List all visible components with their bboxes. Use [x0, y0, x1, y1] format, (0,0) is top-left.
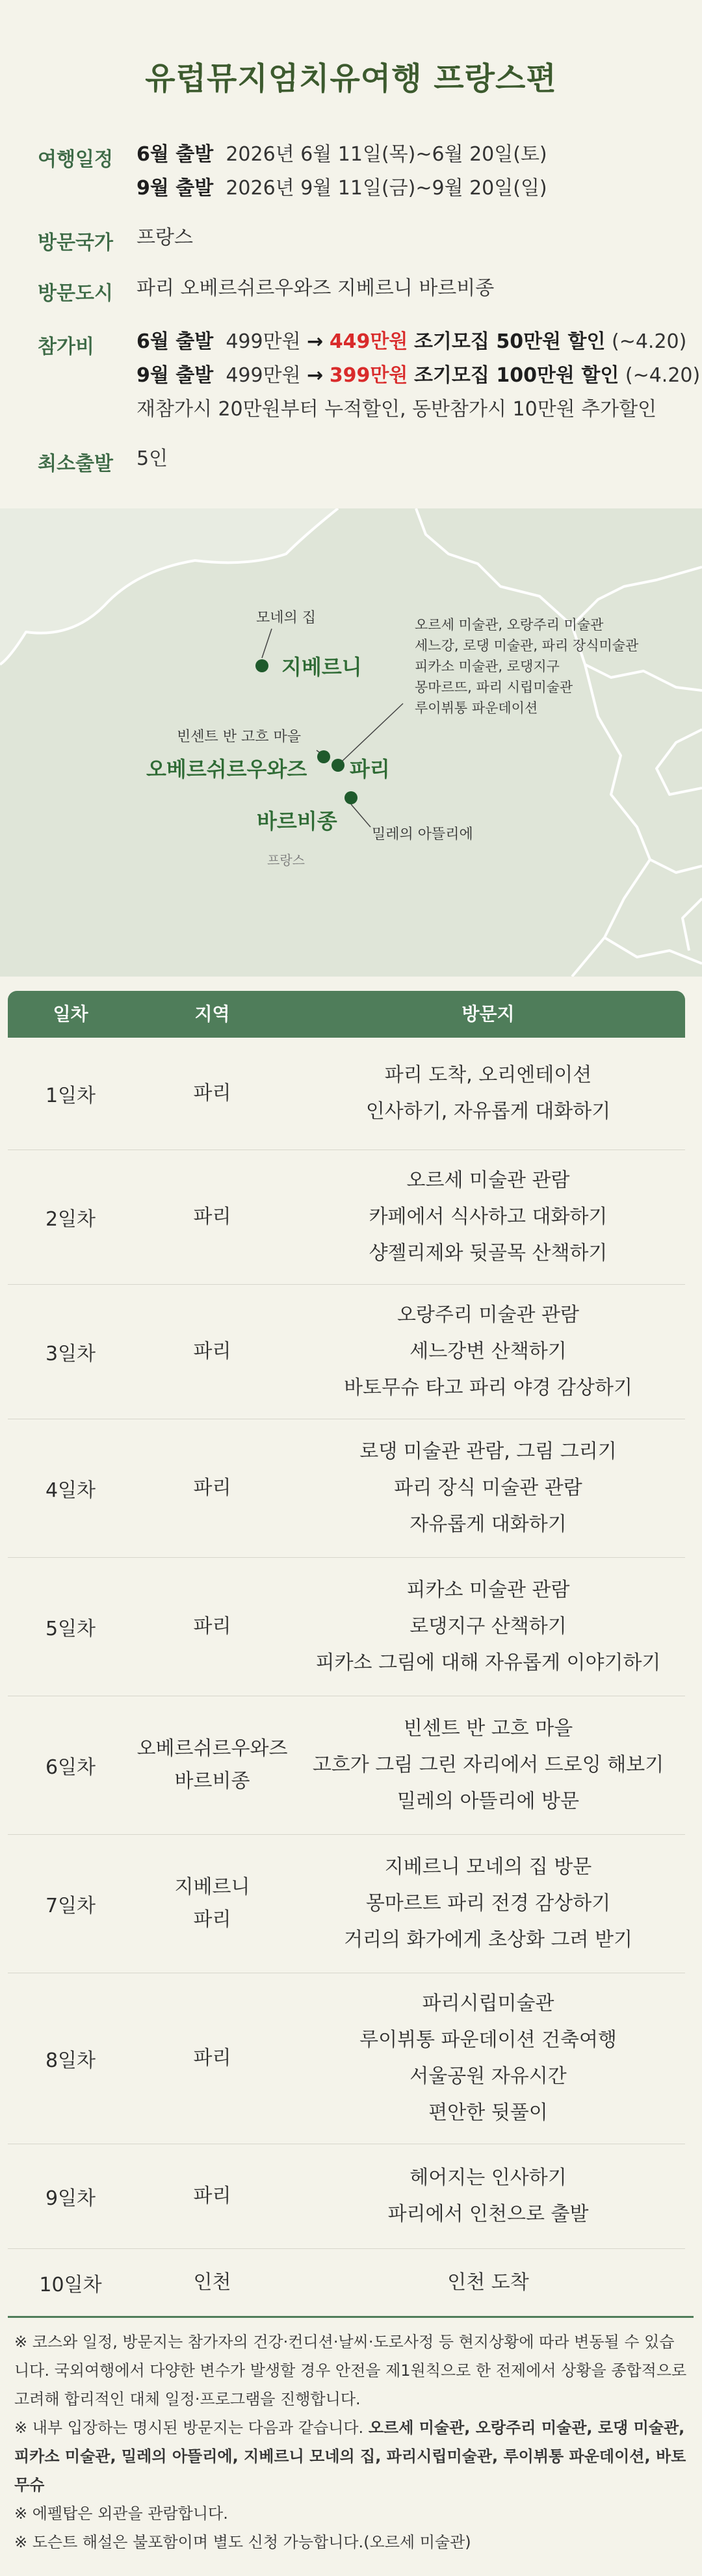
map-svg	[0, 508, 702, 977]
fee-june-arrow: →	[307, 330, 324, 353]
table-row	[8, 1285, 685, 1419]
region-cell	[133, 1285, 291, 1419]
country-value: 프랑스	[136, 226, 193, 249]
places-cell	[291, 1973, 685, 2144]
header-places: 방문지	[462, 1003, 515, 1025]
table-row	[8, 1150, 685, 1285]
paris-note-1: 오르세 미술관, 오랑주리 미술관	[415, 617, 604, 633]
note-2-prefix: ※ 내부 입장하는 명시된 방문지는 다음과 같습니다.	[14, 2419, 369, 2437]
table-row	[8, 1558, 685, 1696]
place-item: 카페에서 식사하고 대화하기	[369, 1205, 608, 1228]
region-label: 파리	[193, 1477, 231, 1499]
note-4: ※ 도슨트 해설은 불포함이며 별도 신청 가능합니다.(오르세 미술관)	[14, 2533, 471, 2551]
table-body	[8, 1038, 685, 2317]
places-cell	[291, 1558, 685, 1696]
region-cell	[133, 1973, 291, 2144]
table-row	[8, 2144, 685, 2249]
region-cell	[133, 1038, 291, 1150]
place-item: 세느강변 산책하기	[410, 1340, 567, 1363]
region-label: 바르비종	[174, 1770, 250, 1793]
day-cell	[8, 2144, 133, 2248]
schedule-june-dates: 2026년 6월 11일(목)~6월 20일(토)	[226, 143, 547, 166]
schedule-june-departure: 6월 출발	[136, 143, 214, 166]
schedule-value	[136, 138, 547, 205]
places-cell	[291, 1696, 685, 1834]
fee-sept-discount: 조기모집 100만원 할인	[413, 364, 619, 387]
place-item: 오랑주리 미술관 관람	[397, 1304, 579, 1326]
place-item: 헤어지는 인사하기	[410, 2166, 567, 2189]
france-map	[0, 508, 702, 977]
day-cell	[8, 1150, 133, 1284]
giverny-label: 지베르니	[281, 655, 362, 679]
fee-june-discount: 조기모집 50만원 할인	[413, 330, 606, 353]
fee-label: 참가비	[38, 335, 94, 358]
place-item: 파리 장식 미술관 관람	[394, 1477, 582, 1499]
day-cell	[8, 2249, 133, 2317]
places-cell	[291, 1038, 685, 1150]
day-label: 5일차	[45, 1618, 96, 1640]
fee-sept-orig: 499만원	[226, 364, 301, 387]
place-item: 편안한 뒷풀이	[428, 2101, 548, 2124]
day-label: 9일차	[45, 2187, 96, 2210]
place-item: 서울공원 자유시간	[410, 2065, 567, 2088]
day-label: 10일차	[39, 2274, 102, 2296]
place-item: 인천 도착	[447, 2271, 529, 2294]
paris-note-5: 루이뷔통 파운데이션	[415, 700, 538, 716]
day-label: 2일차	[45, 1208, 96, 1231]
fee-june-price: 449만원	[329, 330, 408, 353]
notes-divider	[8, 2316, 694, 2318]
marker-auvers	[317, 750, 330, 763]
note-1: ※ 코스와 일정, 방문지는 참가자의 건강·컨디션·날씨·도로사정 등 현지상황에 따라 변동될 수 있습니다. 국외여행에서 다양한 변수가 발생할 경우 안전을 제1원칙으로 한 전제에서 상황을 종합적으로 고려해 합리적인 대체 일정·프로그램을 진행합니다.	[14, 2333, 687, 2408]
marker-paris	[332, 759, 344, 772]
region-cell	[133, 1835, 291, 1973]
place-item: 고흐가 그림 그린 자리에서 드로잉 해보기	[312, 1754, 664, 1776]
schedule-sept-departure: 9월 출발	[136, 177, 214, 200]
place-item: 바토무슈 타고 파리 야경 감상하기	[344, 1376, 632, 1399]
schedule-label: 여행일정	[38, 148, 113, 171]
table-row	[8, 1973, 685, 2144]
place-item: 밀레의 아뜰리에 방문	[397, 1790, 579, 1813]
min-label: 최소출발	[38, 453, 113, 475]
day-cell	[8, 1558, 133, 1696]
place-item: 로댕지구 산책하기	[410, 1615, 567, 1638]
note-2	[14, 2413, 687, 2499]
marker-barbizon	[344, 791, 358, 804]
region-cell	[133, 1558, 291, 1696]
itinerary-table	[8, 991, 685, 2317]
places-cell	[291, 1285, 685, 1419]
place-item: 피카소 그림에 대해 자유롭게 이야기하기	[315, 1651, 661, 1674]
day-label: 3일차	[45, 1343, 96, 1365]
fee-note: 재참가시 20만원부터 누적할인, 동반참가시 10만원 추가할인	[136, 398, 657, 421]
fee-sept-price: 399만원	[329, 364, 408, 387]
table-header	[8, 991, 685, 1038]
schedule-sept-dates: 2026년 9월 11일(금)~9월 20일(일)	[226, 177, 547, 200]
fee-june-orig: 499만원	[226, 330, 301, 353]
auvers-label: 오베르쉬르우와즈	[146, 757, 307, 782]
barbizon-note: 밀레의 아뜰리에	[372, 826, 473, 843]
place-item: 로댕 미술관 관람, 그림 그리기	[359, 1440, 617, 1463]
table-row	[8, 1696, 685, 1835]
places-cell	[291, 2144, 685, 2248]
day-cell	[8, 1835, 133, 1973]
region-label: 파리	[193, 1340, 231, 1363]
region-cell	[133, 1419, 291, 1557]
cities-label: 방문도시	[38, 282, 113, 305]
place-item: 거리의 화가에게 초상화 그려 받기	[344, 1928, 632, 1951]
day-label: 1일차	[45, 1084, 96, 1107]
region-label: 파리	[193, 1082, 231, 1105]
region-label: 인천	[193, 2271, 231, 2294]
page-title: 유럽뮤지엄치유여행 프랑스편	[145, 60, 557, 97]
places-cell	[291, 1419, 685, 1557]
min-value: 5인	[136, 447, 168, 470]
auvers-note: 빈센트 반 고흐 마을	[177, 729, 301, 745]
fee-june-departure: 6월 출발	[136, 330, 214, 353]
day-cell	[8, 1419, 133, 1557]
header-day: 일차	[53, 1003, 88, 1025]
day-cell	[8, 1285, 133, 1419]
paris-label: 파리	[350, 757, 390, 782]
header-region: 지역	[194, 1003, 230, 1025]
day-label: 7일차	[45, 1895, 96, 1917]
place-item: 오르세 미술관 관람	[406, 1169, 570, 1192]
table-row	[8, 1835, 685, 1973]
place-item: 파리시립미술관	[422, 1992, 554, 2015]
day-label: 8일차	[45, 2049, 96, 2072]
fee-sept-departure: 9월 출발	[136, 364, 214, 387]
day-label: 6일차	[45, 1756, 96, 1779]
region-cell	[133, 1150, 291, 1284]
day-label: 4일차	[45, 1479, 96, 1502]
day-cell	[8, 1038, 133, 1150]
region-label: 오베르쉬르우와즈	[136, 1737, 288, 1760]
marker-giverny	[255, 659, 268, 672]
place-item: 피카소 미술관 관람	[406, 1579, 570, 1601]
paris-note-4: 몽마르뜨, 파리 시립미술관	[415, 679, 573, 695]
cities-value: 파리 오베르쉬르우와즈 지베르니 바르비종	[136, 277, 495, 300]
giverny-note: 모네의 집	[255, 610, 317, 626]
fee-sept-deadline: (~4.20)	[625, 364, 701, 387]
region-cell	[133, 1696, 291, 1834]
place-item: 인사하기, 자유롭게 대화하기	[365, 1100, 611, 1123]
sea-area	[0, 508, 338, 664]
place-item: 자유롭게 대화하기	[410, 1513, 567, 1536]
barbizon-label: 바르비종	[257, 809, 337, 834]
country-label: 방문국가	[38, 231, 113, 254]
place-item: 지베르니 모네의 집 방문	[384, 1856, 592, 1878]
places-cell	[291, 1150, 685, 1284]
day-cell	[8, 1973, 133, 2144]
place-item: 빈센트 반 고흐 마을	[403, 1717, 573, 1740]
map-country-label: 프랑스	[267, 852, 305, 868]
table-row	[8, 1038, 685, 1150]
region-label: 파리	[193, 2185, 231, 2207]
place-item: 샹젤리제와 뒷골목 산책하기	[369, 1242, 608, 1265]
notes	[14, 2328, 687, 2556]
place-item: 파리 도착, 오리엔테이션	[384, 1064, 592, 1086]
region-label: 파리	[193, 1205, 231, 1228]
region-label: 지베르니	[174, 1876, 250, 1899]
note-3: ※ 에펠탑은 외관을 관람합니다.	[14, 2504, 228, 2523]
places-cell	[291, 2249, 685, 2317]
region-cell	[133, 2144, 291, 2248]
day-cell	[8, 1696, 133, 1834]
fee-sept-arrow: →	[307, 364, 324, 387]
table-row	[8, 2249, 685, 2317]
region-label: 파리	[193, 1615, 231, 1638]
region-label: 파리	[193, 2047, 231, 2070]
paris-note-3: 피카소 미술관, 로댕지구	[415, 659, 560, 674]
region-label: 파리	[193, 1908, 231, 1931]
table-row	[8, 1419, 685, 1558]
places-cell	[291, 1835, 685, 1973]
place-item: 몽마르트 파리 전경 감상하기	[365, 1892, 611, 1915]
place-item: 루이뷔통 파운데이션 건축여행	[359, 2029, 617, 2051]
paris-note-2: 세느강, 로댕 미술관, 파리 장식미술관	[415, 638, 639, 653]
place-item: 파리에서 인천으로 출발	[387, 2203, 589, 2226]
region-cell	[133, 2249, 291, 2317]
fee-june-deadline: (~4.20)	[611, 330, 687, 353]
note-2-list: 오르세 미술관, 오랑주리 미술관, 로댕 미술관, 피카소 미술관, 밀레의 아뜰리에, 지베르니 모네의 집, 파리시립미술관, 루이뷔통 파운데이션, 바토무슈	[14, 2419, 686, 2494]
fee-value	[136, 325, 700, 427]
